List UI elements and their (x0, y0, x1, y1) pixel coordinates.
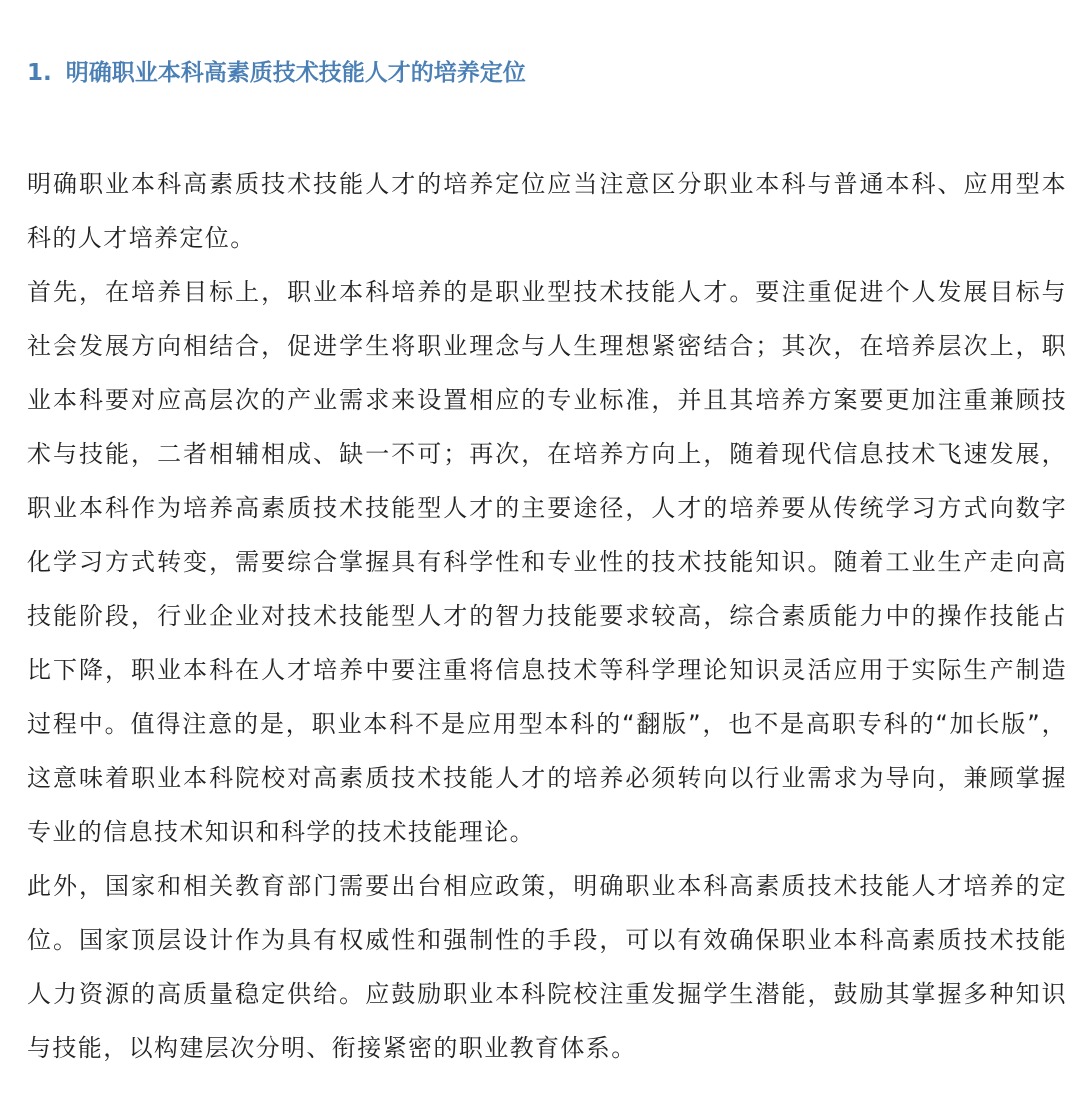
paragraph-policy: 此外，国家和相关教育部门需要出台相应政策，明确职业本科高素质技术技能人才培养的定位。国家顶层设计作为具有权威性和强制性的手段，可以有效确保职业本科高素质技术技能人力资源的高质量稳定供给。应鼓励职业本科院校注重发掘学生潜能，鼓励其掌握多种知识与技能，以构建层次分明、衔接紧密的职业教育体系。 (27, 872, 1067, 1062)
section-title: 明确职业本科高素质技术技能人才的培养定位 (65, 60, 526, 86)
paragraph-details: 首先，在培养目标上，职业本科培养的是职业型技术技能人才。要注重促进个人发展目标与社会发展方向相结合，促进学生将职业理念与人生理想紧密结合；其次，在培养层次上，职业本科要对应高层次的产业需求来设置相应的专业标准，并且其培养方案要更加注重兼顾技术与技能，二者相辅相成、缺一不可；再次，在培养方向上，随着现代信息技术飞速发展，职业本科作为培养高素质技术技能型人才的主要途径，人才的培养要从传统学习方式向数字化学习方式转变，需要综合掌握具有科学性和专业性的技术技能知识。随着工业生产走向高技能阶段，行业企业对技术技能型人才的智力技能要求较高，综合素质能力中的操作技能占比下降，职业本科在人才培养中要注重将信息技术等科学理论知识灵活应用于实际生产制造过程中。值得注意的是，职业本科不是应用型本科的“翻版”，也不是高职专科的“加长版”，这意味着职业本科院校对高素质技术技能人才的培养必须转向以行业需求为导向，兼顾掌握专业的信息技术知识和科学的技术技能理论。 (27, 278, 1068, 846)
article-body (27, 157, 1067, 1075)
section-number: 1. (27, 60, 52, 86)
paragraph-intro: 明确职业本科高素质技术技能人才的培养定位应当注意区分职业本科与普通本科、应用型本科的人才培养定位。 (27, 170, 1067, 252)
section-heading (27, 55, 526, 91)
